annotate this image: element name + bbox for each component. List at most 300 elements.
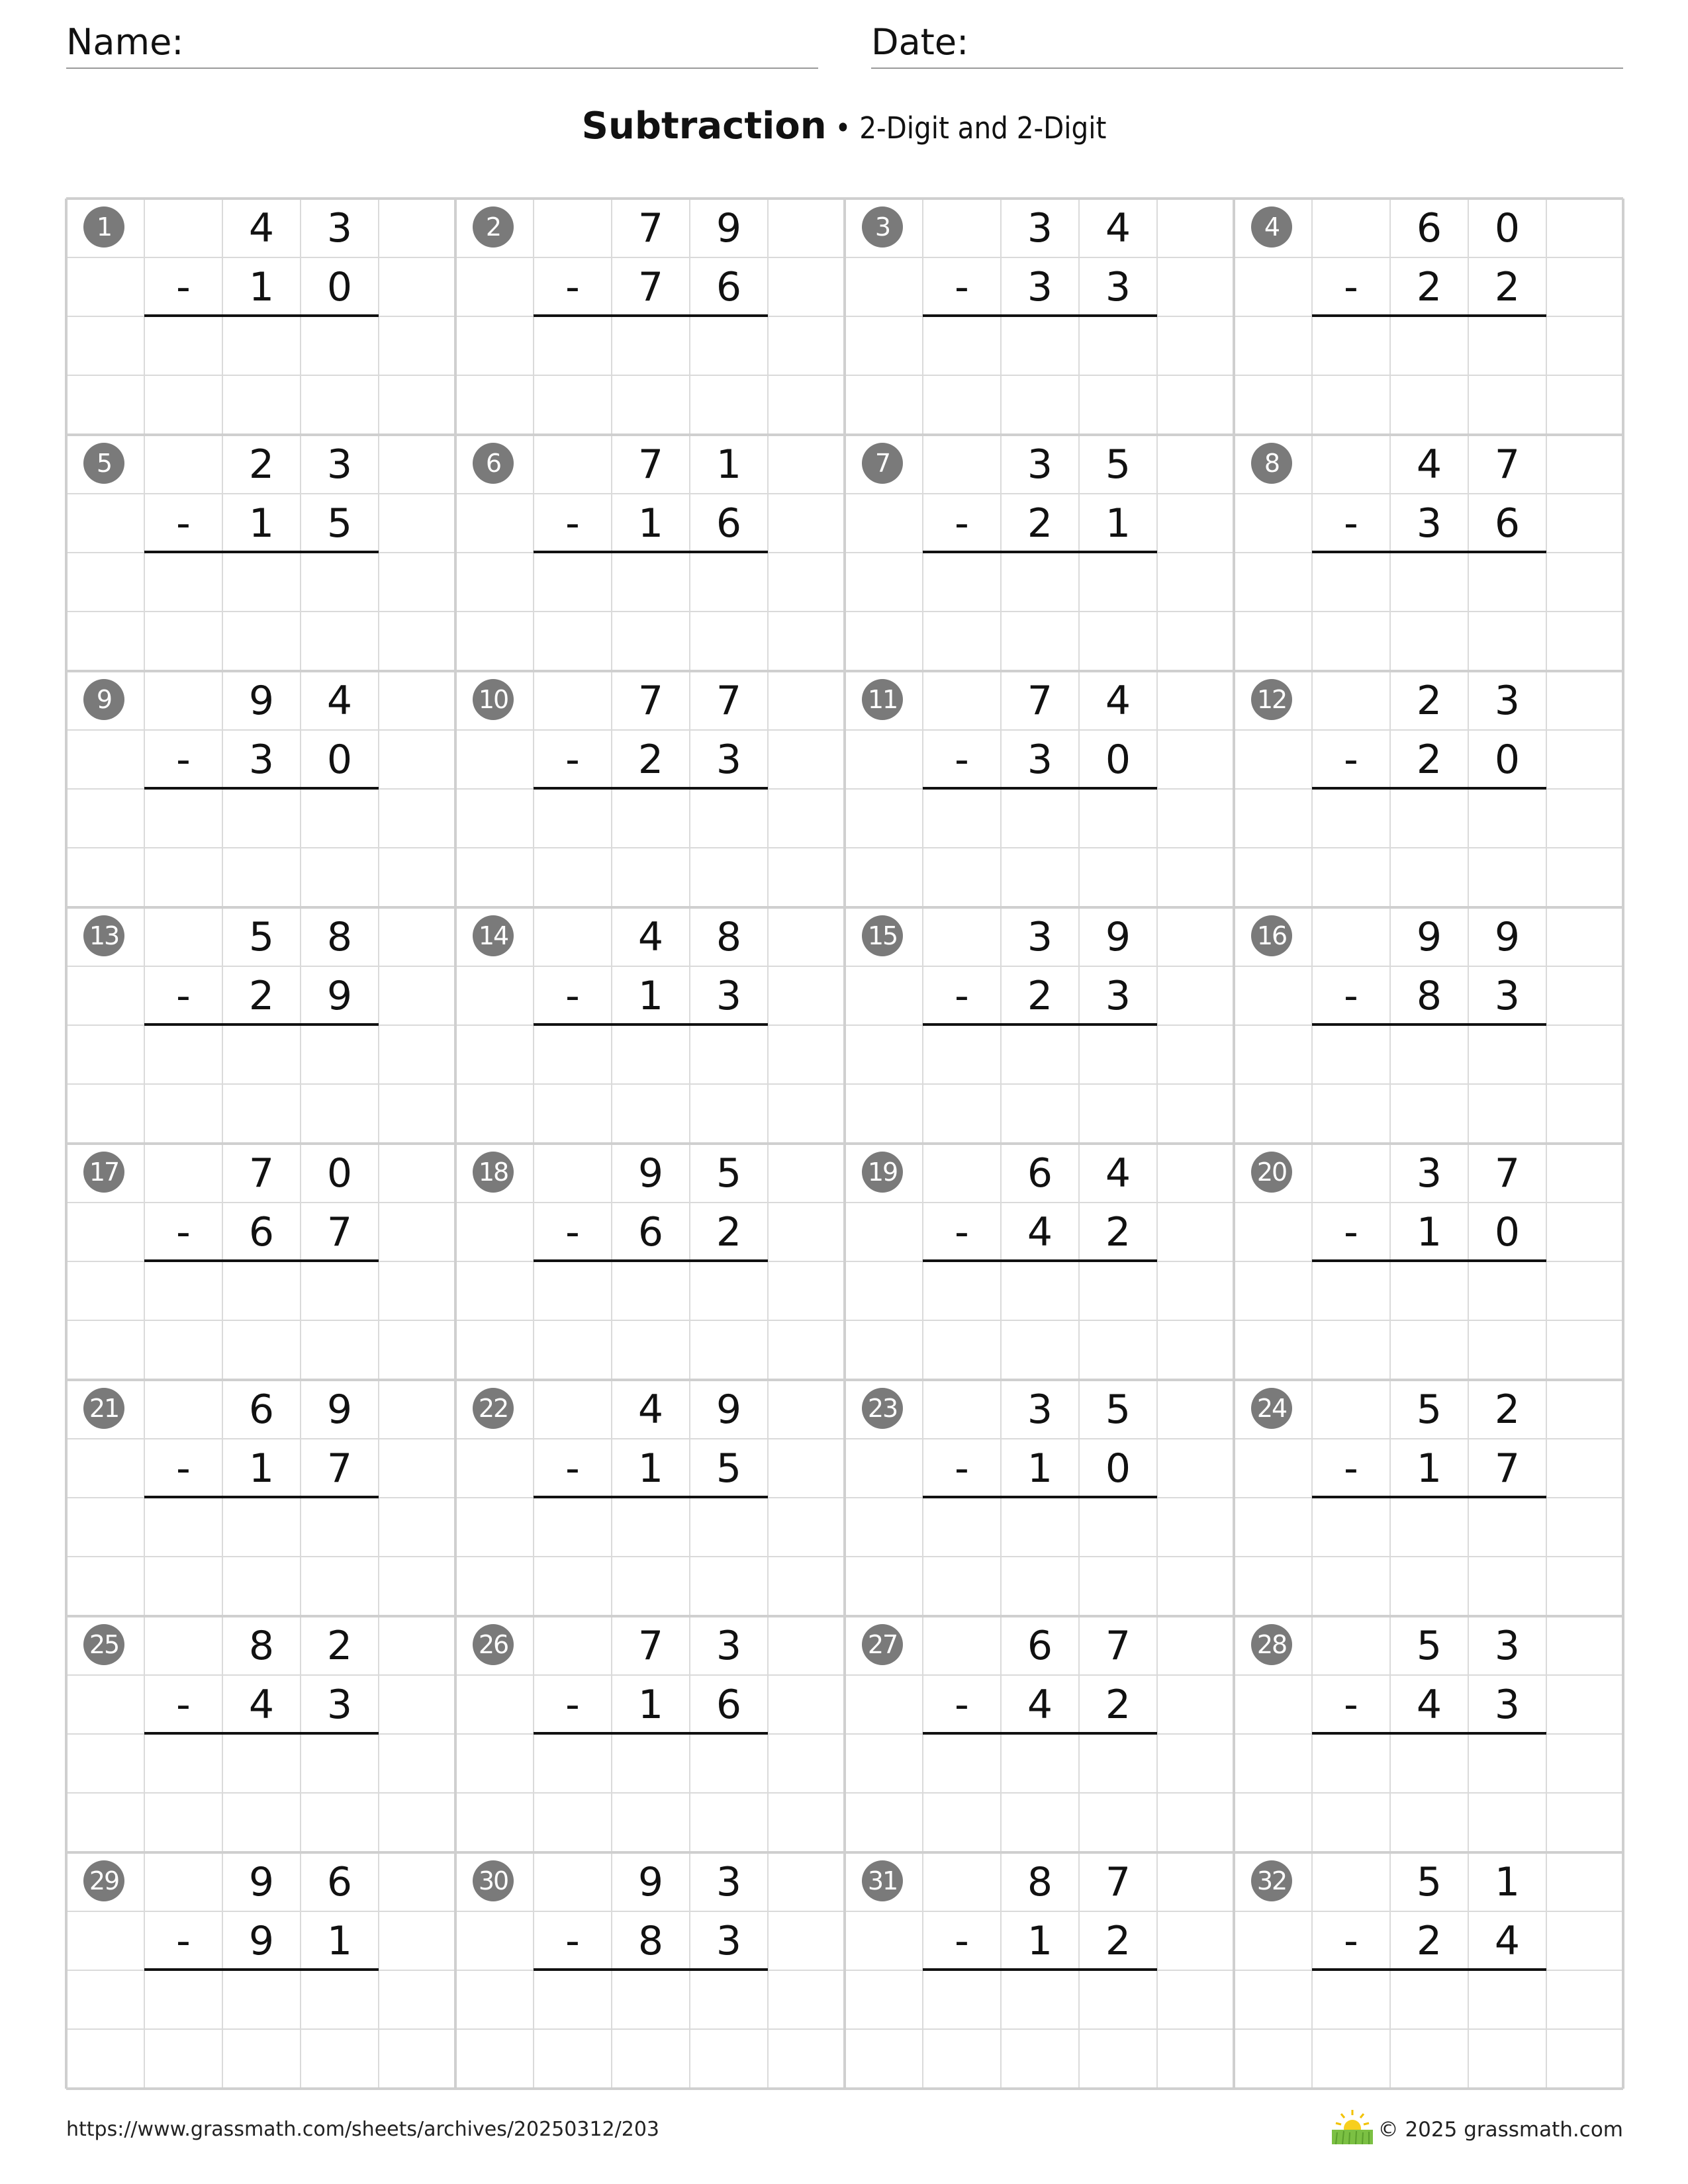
subtrahend-tens-digit: 2	[637, 737, 664, 783]
subtrahend-ones-digit: 6	[716, 264, 742, 310]
problem-block	[845, 1852, 1234, 2089]
minuend-tens-digit: 9	[248, 1859, 275, 1905]
block-border	[65, 1144, 68, 1380]
minuend-ones-digit: 0	[326, 1150, 353, 1197]
block-border	[65, 1852, 68, 2089]
minuend-ones-digit: 7	[716, 678, 742, 724]
problem-number-badge: 14	[473, 915, 514, 956]
subtrahend-ones-digit: 0	[326, 737, 353, 783]
problem-block	[1234, 1616, 1623, 1852]
problem-number-badge: 32	[1251, 1860, 1292, 1901]
subtrahend-tens-digit: 2	[1027, 500, 1053, 547]
problem-block	[66, 1852, 455, 2089]
answer-area[interactable]	[1312, 1970, 1546, 2088]
minus-sign: -	[1344, 500, 1358, 547]
subtrahend-tens-digit: 2	[1416, 737, 1442, 783]
block-border	[1622, 1616, 1624, 1852]
problem-number-badge: 1	[83, 206, 124, 248]
minuend-tens-digit: 9	[637, 1150, 664, 1197]
block-border	[1622, 671, 1624, 907]
block-border	[65, 1380, 68, 1616]
block-border	[454, 671, 457, 907]
block-border	[843, 1852, 846, 2089]
minuend-ones-digit: 6	[326, 1859, 353, 1905]
minus-sign: -	[176, 1682, 191, 1728]
problem-block	[455, 435, 845, 671]
problem-number-badge: 23	[862, 1388, 903, 1429]
block-border	[454, 1144, 457, 1380]
grass-sun-logo-icon	[1329, 2109, 1376, 2146]
subtrahend-ones-digit: 7	[326, 1209, 353, 1255]
subtrahend-tens-digit: 1	[248, 1445, 275, 1492]
block-border	[1233, 1380, 1235, 1616]
subtrahend-tens-digit: 8	[1416, 973, 1442, 1019]
subtrahend-tens-digit: 1	[637, 1445, 664, 1492]
block-border	[843, 1144, 846, 1380]
block-border	[843, 199, 846, 435]
minus-sign: -	[955, 264, 969, 310]
subtrahend-ones-digit: 5	[326, 500, 353, 547]
block-border	[1233, 1852, 1235, 2089]
answer-area[interactable]	[534, 1261, 768, 1379]
subtrahend-tens-digit: 1	[637, 973, 664, 1019]
problem-block	[845, 1616, 1234, 1852]
subtrahend-tens-digit: 3	[1027, 737, 1053, 783]
block-border	[454, 907, 457, 1144]
subtrahend-ones-digit: 0	[1494, 1209, 1521, 1255]
problem-number-badge: 3	[862, 206, 903, 248]
block-border	[1233, 199, 1235, 435]
minus-sign: -	[1344, 973, 1358, 1019]
subtrahend-tens-digit: 4	[1027, 1209, 1053, 1255]
problem-block	[66, 435, 455, 671]
minuend-tens-digit: 6	[248, 1387, 275, 1433]
problem-block	[1234, 907, 1623, 1144]
answer-area[interactable]	[1312, 1261, 1546, 1379]
answer-area[interactable]	[1312, 1498, 1546, 1615]
problem-block	[1234, 435, 1623, 671]
footer-url[interactable]: https://www.grassmath.com/sheets/archives/20250312/203	[66, 2118, 660, 2141]
answer-area[interactable]	[144, 1261, 379, 1379]
minus-sign: -	[565, 973, 580, 1019]
block-border	[65, 199, 68, 435]
answer-area[interactable]	[534, 1970, 768, 2088]
subtrahend-ones-digit: 0	[1494, 737, 1521, 783]
minuend-tens-digit: 4	[637, 914, 664, 960]
minuend-ones-digit: 3	[326, 205, 353, 251]
name-label: Name:	[66, 21, 184, 63]
answer-area[interactable]	[923, 316, 1157, 434]
problem-number-badge: 29	[83, 1860, 124, 1901]
minuend-tens-digit: 7	[637, 441, 664, 488]
minus-sign: -	[1344, 264, 1358, 310]
subtrahend-ones-digit: 3	[1105, 264, 1131, 310]
subtrahend-tens-digit: 4	[1416, 1682, 1442, 1728]
problem-block	[66, 907, 455, 1144]
subtrahend-tens-digit: 8	[637, 1918, 664, 1964]
footer-copyright: © 2025 grassmath.com	[1378, 2118, 1623, 2142]
answer-area[interactable]	[534, 553, 768, 670]
minus-sign: -	[176, 1918, 191, 1964]
answer-area[interactable]	[144, 1970, 379, 2088]
minuend-tens-digit: 7	[248, 1150, 275, 1197]
minuend-ones-digit: 5	[1105, 1387, 1131, 1433]
block-border	[1233, 671, 1235, 907]
problem-block	[845, 435, 1234, 671]
problem-block	[455, 199, 845, 435]
minus-sign: -	[955, 1918, 969, 1964]
block-border	[454, 199, 457, 435]
minuend-ones-digit: 9	[326, 1387, 353, 1433]
date-label: Date:	[871, 21, 969, 63]
subtrahend-tens-digit: 1	[1027, 1918, 1053, 1964]
minus-sign: -	[565, 264, 580, 310]
problem-block	[66, 199, 455, 435]
block-border	[1233, 907, 1235, 1144]
problem-number-badge: 24	[1251, 1388, 1292, 1429]
problem-block	[845, 671, 1234, 907]
problem-number-badge: 31	[862, 1860, 903, 1901]
subtrahend-ones-digit: 3	[1494, 973, 1521, 1019]
problem-block	[455, 671, 845, 907]
problem-block	[455, 907, 845, 1144]
problem-block	[845, 1144, 1234, 1380]
minus-sign: -	[176, 973, 191, 1019]
block-border	[1233, 1616, 1235, 1852]
problem-number-badge: 19	[862, 1152, 903, 1193]
minuend-ones-digit: 7	[1494, 1150, 1521, 1197]
subtrahend-tens-digit: 2	[1416, 1918, 1442, 1964]
subtrahend-tens-digit: 4	[1027, 1682, 1053, 1728]
subtrahend-tens-digit: 4	[248, 1682, 275, 1728]
answer-area[interactable]	[534, 1734, 768, 1852]
problem-block	[66, 1144, 455, 1380]
minuend-tens-digit: 3	[1027, 205, 1053, 251]
block-border	[843, 671, 846, 907]
minuend-ones-digit: 9	[1105, 914, 1131, 960]
subtrahend-ones-digit: 2	[1105, 1918, 1131, 1964]
answer-area[interactable]	[144, 316, 379, 434]
minuend-tens-digit: 3	[1027, 441, 1053, 488]
block-border	[843, 1380, 846, 1616]
minus-sign: -	[565, 1445, 580, 1492]
minuend-tens-digit: 9	[248, 678, 275, 724]
minus-sign: -	[176, 1209, 191, 1255]
minuend-tens-digit: 8	[248, 1623, 275, 1669]
block-border	[843, 907, 846, 1144]
subtrahend-tens-digit: 2	[1416, 264, 1442, 310]
subtrahend-tens-digit: 3	[1027, 264, 1053, 310]
minus-sign: -	[955, 737, 969, 783]
problem-number-badge: 15	[862, 915, 903, 956]
minuend-ones-digit: 3	[1494, 678, 1521, 724]
answer-area[interactable]	[144, 1025, 379, 1143]
answer-area[interactable]	[923, 789, 1157, 907]
minus-sign: -	[565, 1682, 580, 1728]
minuend-ones-digit: 0	[1494, 205, 1521, 251]
block-border	[454, 1852, 457, 2089]
problem-number-badge: 2	[473, 206, 514, 248]
problem-number-badge: 20	[1251, 1152, 1292, 1193]
block-border	[1622, 907, 1624, 1144]
minuend-ones-digit: 7	[1105, 1623, 1131, 1669]
block-border	[1622, 199, 1624, 435]
subtrahend-tens-digit: 1	[637, 500, 664, 547]
minuend-ones-digit: 4	[1105, 1150, 1131, 1197]
minus-sign: -	[1344, 1918, 1358, 1964]
minuend-tens-digit: 4	[1416, 441, 1442, 488]
subtrahend-ones-digit: 3	[716, 737, 742, 783]
subtrahend-tens-digit: 2	[248, 973, 275, 1019]
minuend-ones-digit: 1	[1494, 1859, 1521, 1905]
minuend-ones-digit: 5	[716, 1150, 742, 1197]
problem-number-badge: 5	[83, 443, 124, 484]
block-border	[1233, 435, 1235, 671]
minuend-tens-digit: 6	[1027, 1623, 1053, 1669]
minuend-tens-digit: 5	[1416, 1387, 1442, 1433]
minuend-ones-digit: 3	[716, 1859, 742, 1905]
problem-grid	[66, 199, 1623, 2089]
minuend-tens-digit: 5	[248, 914, 275, 960]
title-sub: • 2-Digit and 2-Digit	[826, 111, 1107, 146]
problem-number-badge: 13	[83, 915, 124, 956]
minus-sign: -	[955, 1209, 969, 1255]
problem-number-badge: 8	[1251, 443, 1292, 484]
answer-area[interactable]	[144, 789, 379, 907]
minuend-tens-digit: 2	[248, 441, 275, 488]
minus-sign: -	[1344, 1209, 1358, 1255]
minuend-ones-digit: 4	[326, 678, 353, 724]
subtrahend-tens-digit: 9	[248, 1918, 275, 1964]
minuend-tens-digit: 7	[637, 678, 664, 724]
minus-sign: -	[176, 500, 191, 547]
subtrahend-ones-digit: 3	[326, 1682, 353, 1728]
minuend-tens-digit: 4	[637, 1387, 664, 1433]
minus-sign: -	[1344, 1682, 1358, 1728]
minuend-tens-digit: 3	[1027, 1387, 1053, 1433]
subtrahend-ones-digit: 2	[1494, 264, 1521, 310]
answer-area[interactable]	[923, 1734, 1157, 1852]
block-border	[454, 1616, 457, 1852]
answer-area[interactable]	[144, 1498, 379, 1615]
minuend-tens-digit: 8	[1027, 1859, 1053, 1905]
minus-sign: -	[955, 500, 969, 547]
answer-area[interactable]	[144, 553, 379, 670]
minuend-ones-digit: 9	[716, 205, 742, 251]
subtrahend-tens-digit: 1	[1027, 1445, 1053, 1492]
minuend-tens-digit: 7	[637, 205, 664, 251]
subtrahend-tens-digit: 6	[637, 1209, 664, 1255]
subtrahend-ones-digit: 7	[326, 1445, 353, 1492]
minuend-tens-digit: 3	[1416, 1150, 1442, 1197]
block-border	[1622, 435, 1624, 671]
minuend-tens-digit: 6	[1416, 205, 1442, 251]
problem-number-badge: 10	[473, 679, 514, 720]
minus-sign: -	[955, 973, 969, 1019]
answer-area[interactable]	[1312, 316, 1546, 434]
name-line[interactable]	[66, 68, 818, 69]
problem-block	[66, 671, 455, 907]
minuend-ones-digit: 9	[716, 1387, 742, 1433]
problem-block	[455, 1380, 845, 1616]
answer-area[interactable]	[1312, 1025, 1546, 1143]
minuend-tens-digit: 5	[1416, 1623, 1442, 1669]
problem-block	[455, 1144, 845, 1380]
subtrahend-ones-digit: 3	[716, 1918, 742, 1964]
problem-block	[66, 1616, 455, 1852]
block-border	[454, 1380, 457, 1616]
minuend-ones-digit: 4	[1105, 205, 1131, 251]
block-border	[65, 435, 68, 671]
minuend-tens-digit: 2	[1416, 678, 1442, 724]
minuend-ones-digit: 2	[1494, 1387, 1521, 1433]
minus-sign: -	[176, 264, 191, 310]
minuend-ones-digit: 7	[1494, 441, 1521, 488]
subtrahend-ones-digit: 2	[716, 1209, 742, 1255]
subtrahend-tens-digit: 6	[248, 1209, 275, 1255]
block-border	[843, 1616, 846, 1852]
subtrahend-ones-digit: 0	[1105, 1445, 1131, 1492]
block-border	[1622, 1852, 1624, 2089]
answer-area[interactable]	[534, 316, 768, 434]
subtrahend-ones-digit: 3	[1494, 1682, 1521, 1728]
problem-number-badge: 12	[1251, 679, 1292, 720]
minuend-ones-digit: 4	[1105, 678, 1131, 724]
minuend-tens-digit: 5	[1416, 1859, 1442, 1905]
subtrahend-ones-digit: 0	[326, 264, 353, 310]
problem-block	[1234, 1144, 1623, 1380]
answer-area[interactable]	[923, 1025, 1157, 1143]
minuend-ones-digit: 8	[326, 914, 353, 960]
block-border	[65, 1616, 68, 1852]
block-border	[65, 671, 68, 907]
minuend-ones-digit: 2	[326, 1623, 353, 1669]
minuend-ones-digit: 7	[1105, 1859, 1131, 1905]
problem-number-badge: 6	[473, 443, 514, 484]
answer-area[interactable]	[144, 1734, 379, 1852]
minus-sign: -	[565, 500, 580, 547]
problem-block	[845, 199, 1234, 435]
minuend-ones-digit: 1	[716, 441, 742, 488]
problem-block	[1234, 1852, 1623, 2089]
problem-number-badge: 30	[473, 1860, 514, 1901]
minuend-tens-digit: 9	[1416, 914, 1442, 960]
problem-number-badge: 17	[83, 1152, 124, 1193]
subtrahend-ones-digit: 4	[1494, 1918, 1521, 1964]
answer-area[interactable]	[1312, 789, 1546, 907]
problem-number-badge: 11	[862, 679, 903, 720]
minus-sign: -	[176, 1445, 191, 1492]
subtrahend-ones-digit: 1	[326, 1918, 353, 1964]
problem-number-badge: 25	[83, 1624, 124, 1665]
problem-block	[455, 1852, 845, 2089]
answer-area[interactable]	[534, 1025, 768, 1143]
minus-sign: -	[1344, 737, 1358, 783]
subtrahend-ones-digit: 6	[1494, 500, 1521, 547]
subtrahend-tens-digit: 1	[1416, 1445, 1442, 1492]
minuend-ones-digit: 3	[716, 1623, 742, 1669]
problem-block	[66, 1380, 455, 1616]
problem-number-badge: 28	[1251, 1624, 1292, 1665]
problem-number-badge: 4	[1251, 206, 1292, 248]
subtrahend-tens-digit: 3	[1416, 500, 1442, 547]
problem-number-badge: 18	[473, 1152, 514, 1193]
title-main: Subtraction	[581, 105, 827, 148]
minus-sign: -	[565, 737, 580, 783]
minuend-ones-digit: 3	[326, 441, 353, 488]
minus-sign: -	[955, 1682, 969, 1728]
problem-number-badge: 9	[83, 679, 124, 720]
subtrahend-ones-digit: 0	[1105, 737, 1131, 783]
block-border	[843, 435, 846, 671]
problem-block	[1234, 199, 1623, 435]
minuend-tens-digit: 9	[637, 1859, 664, 1905]
minus-sign: -	[565, 1209, 580, 1255]
block-border	[454, 435, 457, 671]
date-line[interactable]	[871, 68, 1623, 69]
problem-number-badge: 7	[862, 443, 903, 484]
block-border	[65, 907, 68, 1144]
subtrahend-tens-digit: 2	[1027, 973, 1053, 1019]
minuend-tens-digit: 3	[1027, 914, 1053, 960]
minus-sign: -	[565, 1918, 580, 1964]
minuend-tens-digit: 4	[248, 205, 275, 251]
subtrahend-ones-digit: 5	[716, 1445, 742, 1492]
subtrahend-tens-digit: 7	[637, 264, 664, 310]
minuend-ones-digit: 3	[1494, 1623, 1521, 1669]
subtrahend-ones-digit: 3	[1105, 973, 1131, 1019]
answer-area[interactable]	[1312, 553, 1546, 670]
answer-area[interactable]	[923, 1261, 1157, 1379]
minuend-ones-digit: 8	[716, 914, 742, 960]
minuend-ones-digit: 9	[1494, 914, 1521, 960]
subtrahend-ones-digit: 9	[326, 973, 353, 1019]
minuend-tens-digit: 7	[637, 1623, 664, 1669]
block-border	[1233, 1144, 1235, 1380]
problem-number-badge: 22	[473, 1388, 514, 1429]
answer-area[interactable]	[923, 1970, 1157, 2088]
block-border	[1622, 1144, 1624, 1380]
problem-block	[1234, 1380, 1623, 1616]
subtrahend-tens-digit: 1	[1416, 1209, 1442, 1255]
answer-area[interactable]	[534, 789, 768, 907]
minus-sign: -	[955, 1445, 969, 1492]
answer-area[interactable]	[534, 1498, 768, 1615]
answer-area[interactable]	[1312, 1734, 1546, 1852]
subtrahend-ones-digit: 6	[716, 1682, 742, 1728]
problem-number-badge: 26	[473, 1624, 514, 1665]
subtrahend-ones-digit: 2	[1105, 1209, 1131, 1255]
subtrahend-tens-digit: 3	[248, 737, 275, 783]
problem-block	[845, 1380, 1234, 1616]
problem-block	[1234, 671, 1623, 907]
answer-area[interactable]	[923, 553, 1157, 670]
minus-sign: -	[1344, 1445, 1358, 1492]
answer-area[interactable]	[923, 1498, 1157, 1615]
problem-number-badge: 16	[1251, 915, 1292, 956]
subtrahend-ones-digit: 2	[1105, 1682, 1131, 1728]
problem-number-badge: 27	[862, 1624, 903, 1665]
worksheet-title	[0, 105, 1688, 148]
minus-sign: -	[176, 737, 191, 783]
subtrahend-ones-digit: 7	[1494, 1445, 1521, 1492]
subtrahend-tens-digit: 1	[248, 500, 275, 547]
problem-block	[455, 1616, 845, 1852]
minuend-tens-digit: 6	[1027, 1150, 1053, 1197]
subtrahend-tens-digit: 1	[248, 264, 275, 310]
block-border	[1622, 1380, 1624, 1616]
subtrahend-ones-digit: 1	[1105, 500, 1131, 547]
